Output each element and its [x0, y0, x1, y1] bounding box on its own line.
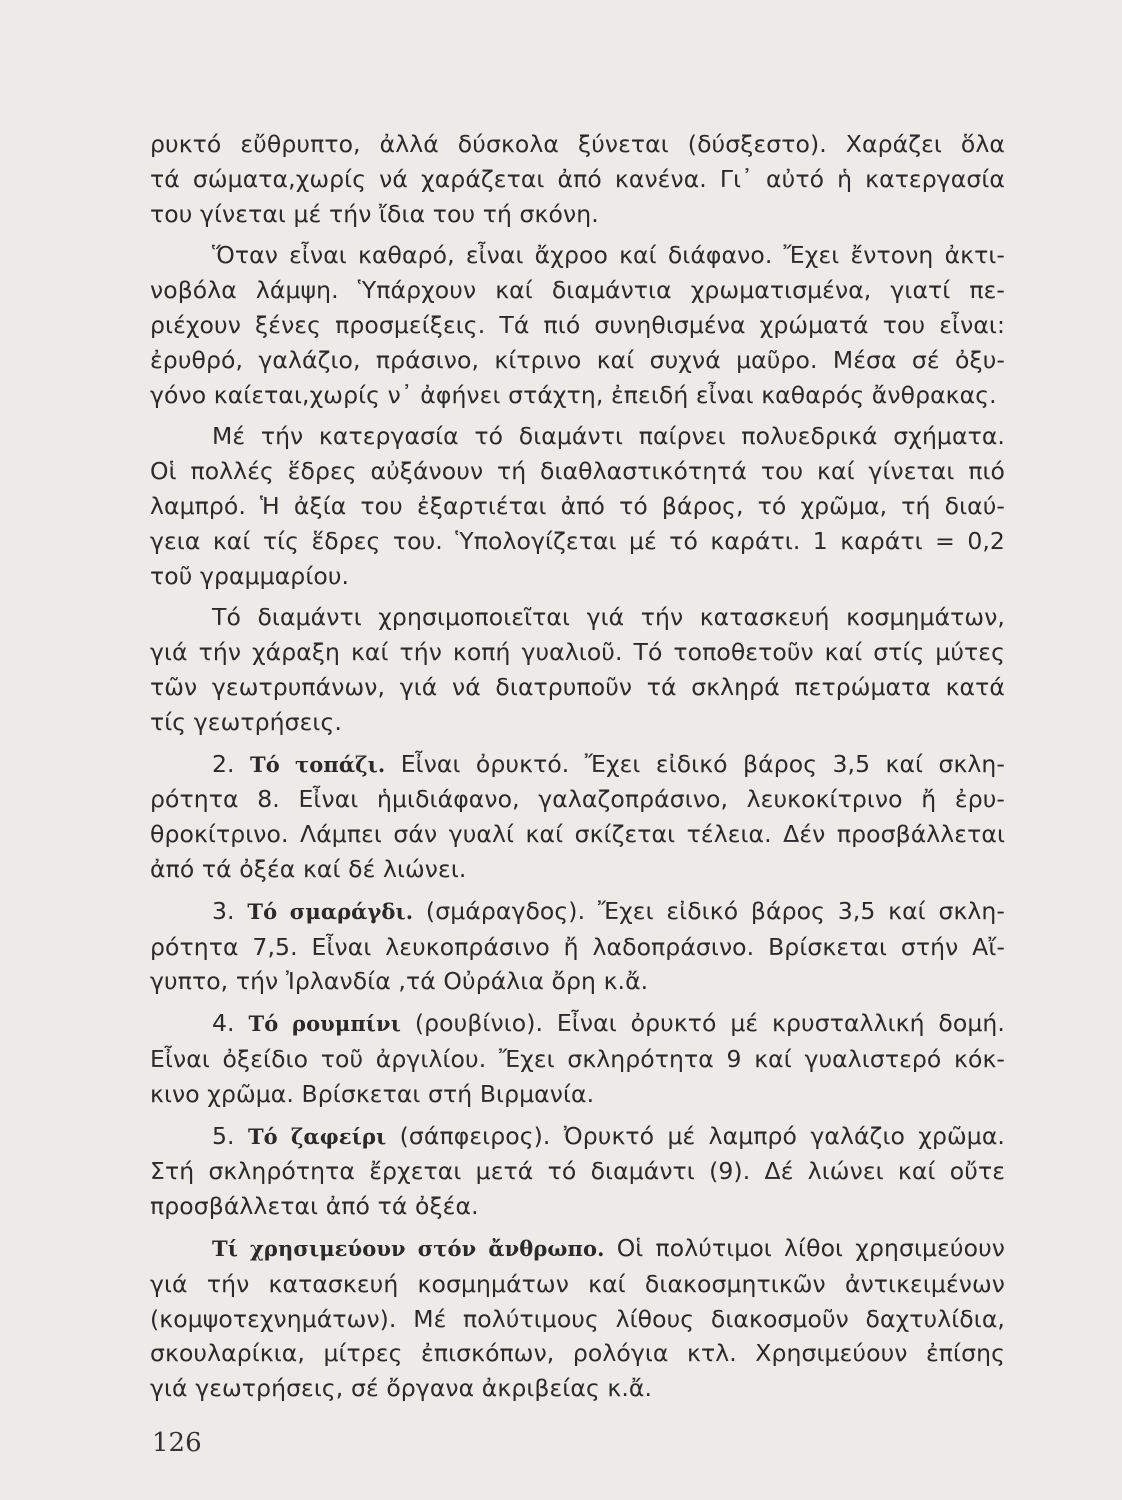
- entry-text: Εἶναι ὀρυκτό. Ἔχει εἰδικό βάρος 3,5 καί σκλη-: [385, 749, 1005, 778]
- entry-number: 3.: [212, 896, 248, 925]
- entry-first-line: [150, 747, 1005, 783]
- text-line: τοῦ γραμμαρίου.: [150, 561, 350, 590]
- text-line: Ὅταν εἶναι καθαρό, εἶναι ἄχροο καί διάφανο. Ἔχει ἔντονη ἀκτι-: [212, 241, 1005, 270]
- text-line: Μέ τήν κατεργασία τό διαμάντι παίρνει πολυεδρικά σχήματα.: [212, 422, 1005, 451]
- entry-first-line: [150, 1006, 1005, 1042]
- text-paragraph: [150, 238, 1005, 412]
- text-line: νοβόλα λάμψη. Ὑπάρχουν καί διαμάντια χρωματισμένα, γιατί πε-: [150, 276, 1005, 305]
- entry-term: Τό τοπάζι.: [250, 751, 386, 777]
- entry-paragraph: [150, 1119, 1005, 1224]
- text-line: ρότητα 8. Εἶναι ἡμιδιάφανο, γαλαζοπράσινο, λευκοκίτρινο ἤ ἐρυ-: [150, 785, 1005, 814]
- text-paragraph: [150, 600, 1005, 739]
- text-line: κινο χρῶμα. Βρίσκεται στή Βιρμανία.: [150, 1079, 595, 1108]
- text-line: γεια καί τίς ἕδρες του. Ὑπολογίζεται μέ τό καράτι. 1 καράτι = 0,2: [150, 526, 1005, 555]
- text-line: ἐρυθρό, γαλάζιο, πράσινο, κίτρινο καί συχνά μαῦρο. Μέσα σέ ὀξυ-: [150, 345, 1005, 374]
- text-line: ρότητα 7,5. Εἶναι λευκοπράσινο ἤ λαδοπράσινο. Βρίσκεται στήν Αἴ-: [150, 932, 1005, 961]
- text-line: λαμπρό. Ἡ ἀξία του ἐξαρτιέται ἀπό τό βάρος, τό χρῶμα, τή διαύ-: [150, 491, 1005, 520]
- entry-text: Οἱ πολύτιμοι λίθοι χρησιμεύουν: [604, 1233, 1005, 1262]
- entry-number: 2.: [212, 749, 250, 778]
- entry-number: 4.: [212, 1009, 249, 1038]
- entry-paragraph: [150, 894, 1005, 999]
- text-line: τά σώματα,χωρίς νά χαράζεται ἀπό κανένα. Γι᾿ αὐτό ἡ κατεργασία: [150, 164, 1005, 193]
- entry-text: (σάπφειρος). Ὀρυκτό μέ λαμπρό γαλάζιο χρῶμα.: [386, 1121, 1005, 1150]
- entry-paragraph: [150, 747, 1005, 887]
- text-line: τῶν γεωτρυπάνων, γιά νά διατρυποῦν τά σκληρά πετρώματα κατά: [150, 672, 1005, 701]
- entry-first-line: [150, 1119, 1005, 1155]
- text-line: (κομψοτεχνημάτων). Μέ πολύτιμους λίθους διακοσμοῦν δαχτυλίδια,: [150, 1304, 1005, 1333]
- entry-text: (σμάραγδος). Ἔχει εἰδικό βάρος 3,5 καί σκλη-: [413, 896, 1005, 925]
- text-column: [150, 127, 1005, 1406]
- text-line: γυπτο, τήν Ἰρλανδία ,τά Οὐράλια ὄρη κ.ἄ.: [150, 967, 649, 996]
- text-paragraph: [150, 419, 1005, 593]
- text-line: Οἱ πολλές ἕδρες αὐξάνουν τή διαθλαστικότητά του καί γίνεται πιό: [150, 457, 1005, 486]
- page-number: 126: [152, 1428, 202, 1458]
- entry-first-line: [150, 894, 1005, 930]
- text-line: γόνο καίεται,χωρίς ν᾿ ἀφήνει στάχτη, ἐπειδή εἶναι καθαρός ἄνθρακας.: [150, 380, 997, 409]
- entry-paragraph: [150, 1006, 1005, 1111]
- text-line: προσβάλλεται ἀπό τά ὀξέα.: [150, 1192, 479, 1221]
- text-line: γιά τήν χάραξη καί τήν κοπή γυαλιοῦ. Τό τοποθετοῦν καί στίς μύτες: [150, 638, 1005, 667]
- text-line: ἀπό τά ὀξέα καί δέ λιώνει.: [150, 854, 467, 883]
- entry-text: (ρουβίνιο). Εἶναι ὀρυκτό μέ κρυσταλλική δομή.: [401, 1009, 1005, 1038]
- text-line: Στή σκληρότητα ἔρχεται μετά τό διαμάντι (9). Δέ λιώνει καί οὔτε: [150, 1157, 1005, 1186]
- entry-first-line: [150, 1231, 1005, 1267]
- text-line: ρυκτό εὔθρυπτο, ἀλλά δύσκολα ξύνεται (δύσξεστο). Χαράζει ὅλα: [150, 130, 1005, 158]
- entry-term: Τό ρουμπίνι: [248, 1011, 401, 1037]
- entry-term: Τί χρησιμεύουν στόν ἄνθρωπο.: [212, 1235, 605, 1261]
- text-line: σκουλαρίκια, μίτρες ἐπισκόπων, ρολόγια κτλ. Χρησιμεύουν ἐπίσης: [150, 1339, 1005, 1368]
- text-line: γιά γεωτρήσεις, σέ ὄργανα ἀκριβείας κ.ἄ.: [150, 1374, 653, 1403]
- text-line: Τό διαμάντι χρησιμοποιεῖται γιά τήν κατασκευή κοσμημάτων,: [212, 603, 1005, 632]
- text-paragraph: [150, 127, 1005, 231]
- text-line: τίς γεωτρήσεις.: [150, 707, 342, 736]
- entry-term: Τό ζαφείρι: [247, 1123, 387, 1149]
- text-line: θροκίτρινο. Λάμπει σάν γυαλί καί σκίζεται τέλεια. Δέν προσβάλλεται: [150, 820, 1005, 849]
- entry-number: 5.: [212, 1121, 248, 1150]
- text-line: Εἶναι ὀξείδιο τοῦ ἀργιλίου. Ἔχει σκληρότητα 9 καί γυαλιστερό κόκ-: [150, 1044, 1005, 1073]
- text-line: ριέχουν ξένες προσμείξεις. Τά πιό συνηθισμένα χρώματά του εἶναι:: [150, 310, 1005, 339]
- text-line: γιά τήν κατασκευή κοσμημάτων καί διακοσμητικῶν ἀντικειμένων: [150, 1269, 1005, 1298]
- entry-paragraph: [150, 1231, 1005, 1406]
- text-line: του γίνεται μέ τήν ἴδια του τή σκόνη.: [150, 199, 599, 228]
- entry-term: Τό σμαράγδι.: [247, 898, 414, 924]
